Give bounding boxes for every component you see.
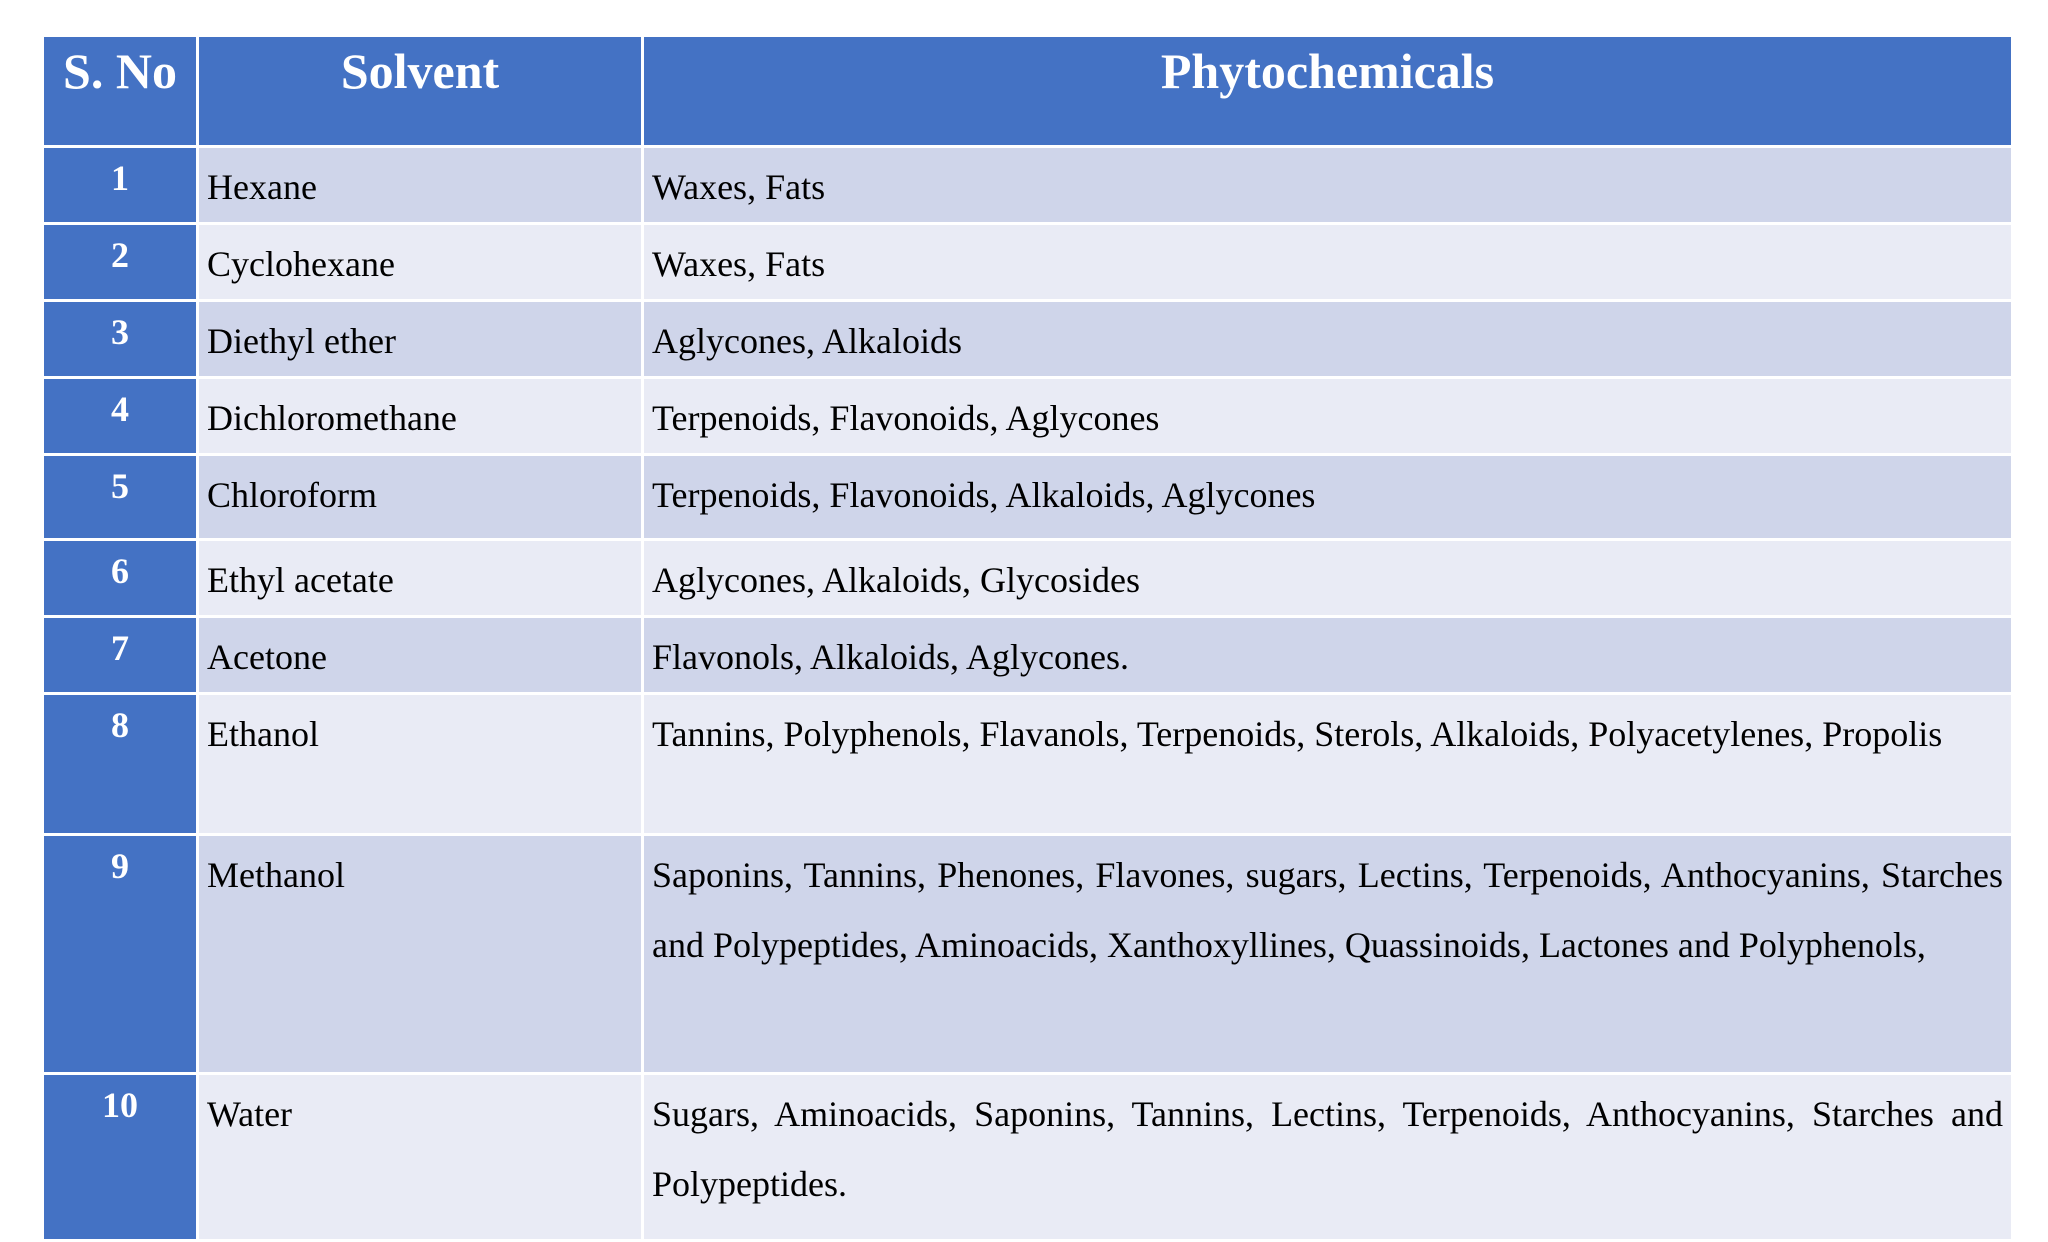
table-row xyxy=(43,617,2013,694)
row-number: 5 xyxy=(43,455,198,540)
solvent-phytochemicals-table-container xyxy=(41,34,2011,1242)
row-number: 9 xyxy=(43,835,198,1074)
row-number: 2 xyxy=(43,224,198,301)
row-number: 6 xyxy=(43,540,198,617)
solvent-cell: Ethyl acetate xyxy=(198,540,643,617)
phytochemicals-cell: Terpenoids, Flavonoids, Aglycones xyxy=(643,378,2013,455)
table-row xyxy=(43,540,2013,617)
solvent-cell: Hexane xyxy=(198,147,643,224)
header-sno: S. No xyxy=(43,36,198,147)
solvent-cell: Cyclohexane xyxy=(198,224,643,301)
table-row xyxy=(43,455,2013,540)
table-row xyxy=(43,694,2013,835)
table-row xyxy=(43,301,2013,378)
solvent-cell: Acetone xyxy=(198,617,643,694)
phytochemicals-cell: Tannins, Polyphenols, Flavanols, Terpenoids, Sterols, Alkaloids, Polyacetylenes, Propolis xyxy=(643,694,2013,835)
phytochemicals-cell: Waxes, Fats xyxy=(643,147,2013,224)
phytochemicals-cell: Flavonols, Alkaloids, Aglycones. xyxy=(643,617,2013,694)
table-row xyxy=(43,1074,2013,1241)
header-solvent: Solvent xyxy=(198,36,643,147)
phytochemicals-cell: Terpenoids, Flavonoids, Alkaloids, Aglycones xyxy=(643,455,2013,540)
table-header-row xyxy=(43,36,2013,147)
table-row xyxy=(43,224,2013,301)
solvent-cell: Chloroform xyxy=(198,455,643,540)
table-row xyxy=(43,835,2013,1074)
table-row xyxy=(43,378,2013,455)
solvent-cell: Ethanol xyxy=(198,694,643,835)
solvent-phytochemicals-table xyxy=(41,34,2014,1242)
row-number: 1 xyxy=(43,147,198,224)
phytochemicals-cell: Waxes, Fats xyxy=(643,224,2013,301)
row-number: 10 xyxy=(43,1074,198,1241)
row-number: 4 xyxy=(43,378,198,455)
solvent-cell: Diethyl ether xyxy=(198,301,643,378)
row-number: 3 xyxy=(43,301,198,378)
phytochemicals-cell: Aglycones, Alkaloids xyxy=(643,301,2013,378)
phytochemicals-cell: Saponins, Tannins, Phenones, Flavones, sugars, Lectins, Terpenoids, Anthocyanins, Starches and Polypeptides, Aminoacids, Xanthoxyllines, Quassinoids, Lactones and Polyphenols, xyxy=(643,835,2013,1074)
header-phytochemicals: Phytochemicals xyxy=(643,36,2013,147)
solvent-cell: Dichloromethane xyxy=(198,378,643,455)
table-row xyxy=(43,147,2013,224)
row-number: 7 xyxy=(43,617,198,694)
row-number: 8 xyxy=(43,694,198,835)
solvent-cell: Water xyxy=(198,1074,643,1241)
phytochemicals-cell: Aglycones, Alkaloids, Glycosides xyxy=(643,540,2013,617)
solvent-cell: Methanol xyxy=(198,835,643,1074)
phytochemicals-cell: Sugars, Aminoacids, Saponins, Tannins, Lectins, Terpenoids, Anthocyanins, Starches and Polypeptides. xyxy=(643,1074,2013,1241)
